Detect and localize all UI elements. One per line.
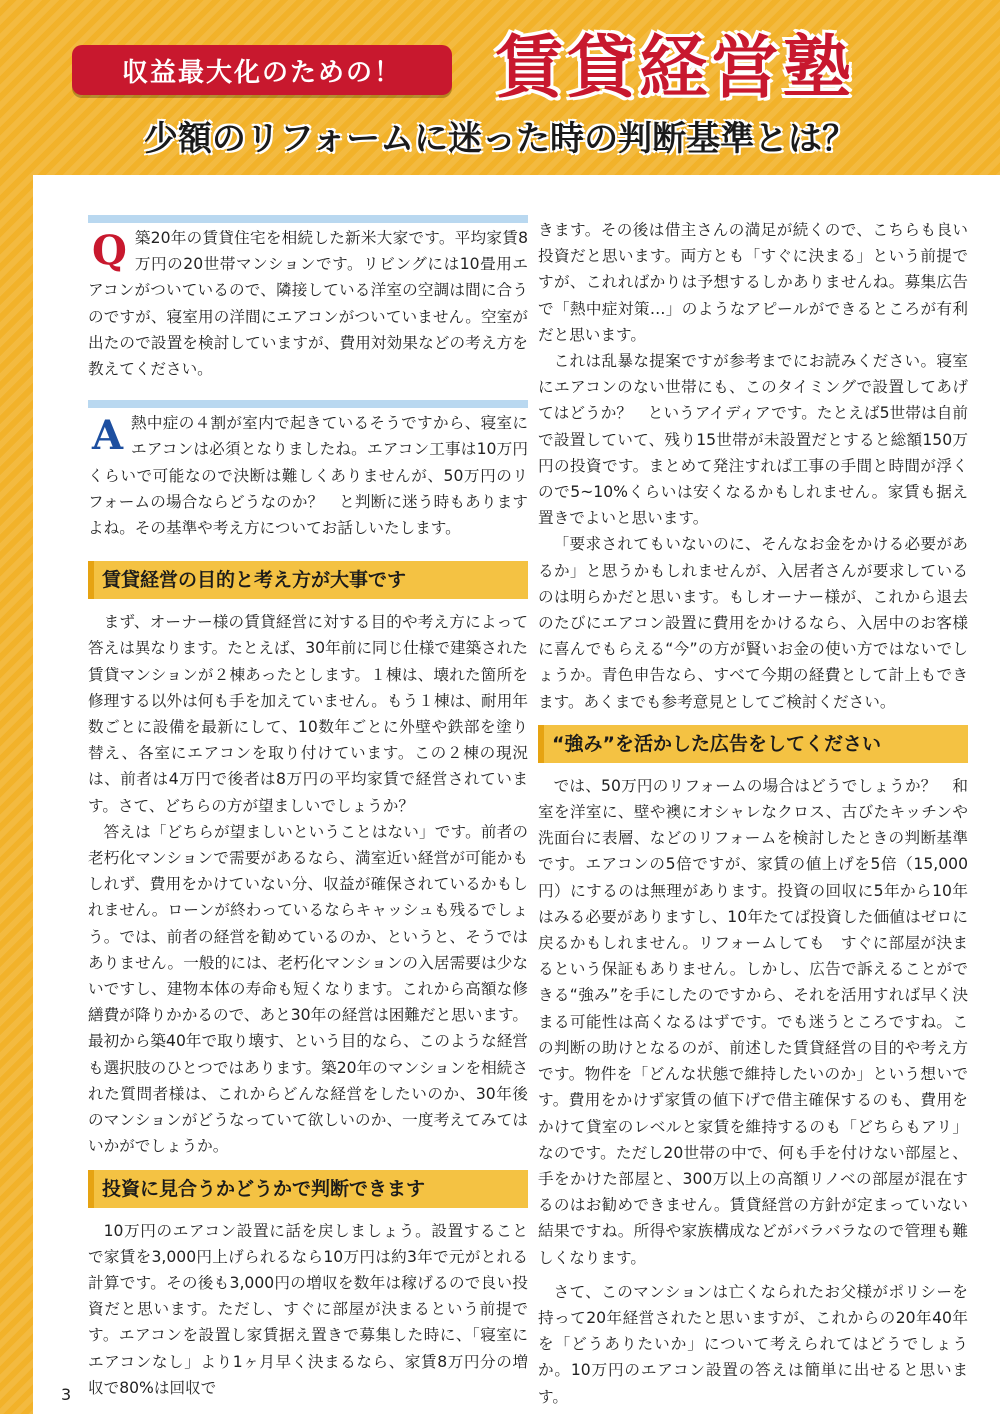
question-top-bar	[88, 215, 528, 223]
section3-paragraph-1: では、50万円のリフォームの場合はどうでしょうか？ 和室を洋室に、壁や襖にオシャレなクロス、古びたキッチンや洗面台に表層、などのリフォームを検討したときの判断基準です。エアコンの5倍ですが、家賃の値上げを5倍（15,000円）にするのは無理があります。投資の回収に5年から10年はみる必要がありますし、10年たてば投資した価値はゼロに戻るかもしれません。リフォームしても すぐに部屋が決まるという保証もありません。しかし、広告で訴えることができる“強み”を手にしたのですから、それを活用すれば早く決まる可能性は高くなるはずです。でも迷うところですね。この判断の助けとなるのが、前述した賃貸経営の目的や考え方です。物件を「どんな状態で維持したいのか」という想いです。費用をかけず家賃の値下げで借主確保するのも、費用をかけて貸室のレベルと家賃を維持するのも「どちらもアリ」なのです。ただし20世帯の中で、何も手を付けない部屋と、手をかけた部屋と、300万以上の高額リノベの部屋が混在するのはお勧めできません。賃貸経営の方針が定まっていない結果ですね。所得や家族構成などがバラバラなので管理も難しくなります。	[538, 776, 968, 1267]
section1-paragraph-2: 答えは「どちらが望ましいということはない」です。前者の老朽化マンションで需要があるなら、満室近い経営が可能かもしれず、費用をかけていない分、収益が確保されているかもしれません。ローンが終わっているならキャッシュも残るでしょう。では、前者の経営を勧めているのか、というと、そうではありません。一般的には、老朽化マンションの入居需要は少ないですし、建物本体の寿命も短くなります。これから高額な修繕費が降りかかるので、あと30年の経営は困難だと思います。最初から築40年で取り壊す、という目的なら、このような経営も選択肢のひとつではあります。築20年のマンションを相続された質問者様は、これからどんな経営をしたいのか、30年後のマンションがどうなっていて欲しいのか、一度考えてみてはいかがでしょうか。	[88, 822, 529, 1156]
answer-box	[88, 400, 528, 551]
section2-paragraph-3: 「要求されてもいないのに、そんなお金をかける必要があるか」と思うかもしれませんが、入居者さんが要求しているのは明らかだと思います。もしオーナー様が、これから退去のたびにエアコン設置に費用をかけるなら、入居中のお客様に喜んでもらえる“今”の方が賢いお金の使い方ではないでしょうか。青色申告なら、すべて今期の経費として計上もできます。あくまでも参考意見としてご検討ください。	[538, 535, 968, 711]
section2-paragraph-1-continued: きます。その後は借主さんの満足が続くので、こちらも良い投資だと思います。両方とも「すぐに決まる」という前提ですが、これればかりは予想するしかありませんね。募集広告で「熱中症対策…」のようなアピールができるところが有利だと思います。	[538, 221, 968, 344]
section-heading-investment: 投資に見合うかどうかで判断できます	[88, 1170, 528, 1208]
answer-top-bar	[88, 400, 528, 408]
right-column	[538, 217, 968, 1410]
section2-paragraph-2: これは乱暴な提案ですが参考までにお読みください。寝室にエアコンのない世帯にも、このタイミングで設置してあげてはどうか？ というアイディアです。たとえば5世帯は自前で設置していて、残り15世帯が未設置だとすると総額150万円の投資です。まとめて発注すれば工事の手間と時間が浮くので5~10%くらいは安くなるかもしれません。家賃も据え置きでよいと思います。	[538, 352, 968, 528]
section3-paragraph-2: さて、このマンションは亡くなられたお父様がポリシーを持って20年経営されたと思いますが、これからの20年40年を「どうありたいか」について考えられてはどうでしょうか。10万円のエアコン設置の答えは簡単に出せると思います。	[538, 1282, 968, 1406]
article-page	[33, 175, 1000, 1414]
section1-paragraph-1: まず、オーナー様の賃貸経営に対する目的や考え方によって答えは異なります。たとえば、30年前に同じ仕様で建築された賃貸マンションが２棟あったとします。１棟は、壊れた箇所を修理する以外は何も手を加えていません。もう１棟は、耐用年数ごとに設備を最新にして、10数年ごとに外壁や鉄部を塗り替え、各室にエアコンを取り付けています。この２棟の現況は、前者は4万円で後者は8万円の平均家賃で経営されています。さて、どちらの方が望ましいでしょうか？	[88, 613, 528, 815]
answer-letter: A	[92, 412, 124, 460]
header-tag: 収益最大化のための！	[72, 45, 452, 95]
left-column	[88, 215, 528, 1401]
question-box	[88, 215, 528, 392]
answer-text: 熱中症の４割が室内で起きているそうですから、寝室にエアコンは必須となりましたね。エアコン工事は10万円くらいで可能なので決断は難しくありませんが、50万円のリフォームの場合ならどうなのか？ と判断に迷う時もありますよね。その基準や考え方についてお話しいたします。	[88, 414, 528, 538]
section-heading-strengths: “強み”を活かした広告をしてください	[538, 725, 968, 763]
question-letter: Q	[92, 227, 127, 274]
section2-paragraph-1: 10万円のエアコン設置に話を戻しましょう。設置することで家賃を3,000円上げられるなら10万円は約3年で元がとれる計算です。その後も3,000円の増収を数年は稼げるので良い投資だと思います。ただし、すぐに部屋が決まるという前提です。エアコンを設置し家賃据え置きで募集した時に、「寝室にエアコンなし」より1ヶ月早く決まるなら、家賃8万円分の増収で80%は回収で	[88, 1221, 528, 1397]
section-heading-purpose: 賃貸経営の目的と考え方が大事です	[88, 561, 528, 599]
page-headline: 少額のリフォームに迷った時の判断基準とは？	[143, 119, 857, 159]
header-banner	[0, 0, 1000, 175]
question-text: 築20年の賃貸住宅を相続した新米大家です。平均家賃8万円の20世帯マンションです。リビングには10畳用エアコンがついているので、隣接している洋室の空調は間に合うのですが、寝室用の洋間にエアコンがついていません。空室が出たので設置を検討していますが、費用対効果などの考え方を教えてください。	[88, 229, 528, 379]
brand-title: 賃貸経営塾	[495, 28, 856, 108]
page-number: 3	[61, 1385, 72, 1404]
